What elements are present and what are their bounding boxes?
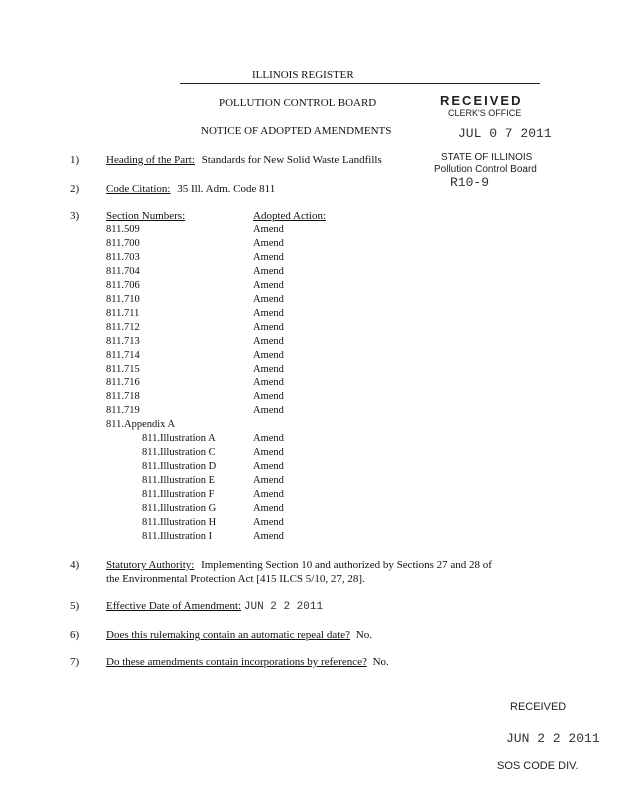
- item-6-line: [106, 629, 372, 641]
- register-rule: [180, 83, 540, 84]
- section-action: Amend: [253, 363, 284, 375]
- adopted-action-header: Adopted Action:: [253, 210, 327, 222]
- section-number: 811.Illustration I: [142, 530, 213, 542]
- section-number: 811.Illustration A: [142, 433, 216, 445]
- stamp-handwritten: R10-9: [450, 175, 490, 190]
- item-2-value: 35 Ill. Adm. Code 811: [177, 183, 276, 195]
- section-action: Amend: [253, 447, 284, 459]
- section-number: 811.719: [106, 405, 140, 417]
- section-number: 811.711: [106, 307, 140, 319]
- section-number: 811.712: [106, 321, 140, 333]
- item-6-number: 6): [70, 629, 80, 641]
- item-5-line: [106, 600, 323, 613]
- stamp-state: STATE OF ILLINOIS: [441, 152, 533, 163]
- section-action: Amend: [253, 307, 284, 319]
- section-number: 811.Illustration G: [142, 503, 217, 514]
- section-number: 811.715: [106, 363, 140, 375]
- item-4-value-2: the Environmental Protection Act [415 ILCS 5/10, 27, 28].: [106, 573, 365, 585]
- stamp-date-top: JUL 0 7 2011: [458, 126, 552, 141]
- item-2-label: Code Citation:: [106, 183, 171, 195]
- section-action: Amend: [253, 405, 284, 417]
- section-action: Amend: [253, 489, 284, 501]
- stamp-date-bottom: JUN 2 2 2011: [506, 731, 600, 746]
- section-action: Amend: [253, 530, 284, 542]
- section-action: Amend: [253, 279, 284, 291]
- section-action: Amend: [253, 293, 284, 305]
- section-action: Amend: [253, 335, 284, 347]
- item-4-value-1: Implementing Section 10 and authorized by Sections 27 and 28 of: [201, 559, 492, 571]
- item-6-label: Does this rulemaking contain an automatic repeal date?: [106, 629, 351, 641]
- section-action: Amend: [253, 516, 284, 528]
- section-number: 811.706: [106, 279, 140, 291]
- item-7-number: 7): [70, 656, 80, 668]
- item-5-label: Effective Date of Amendment:: [106, 600, 242, 612]
- item-3-number: 3): [70, 210, 80, 222]
- stamp-received: RECEIVED: [440, 93, 523, 108]
- section-number: 811.Illustration E: [142, 475, 216, 487]
- section-number: 811.713: [106, 335, 140, 347]
- item-6-value: No.: [355, 629, 372, 641]
- item-4-number: 4): [70, 559, 80, 571]
- stamp-board: Pollution Control Board: [434, 164, 537, 175]
- section-action: Amend: [253, 377, 284, 389]
- item-1-value: Standards for New Solid Waste Landfills: [201, 154, 382, 166]
- item-4-line-1: [106, 559, 492, 571]
- item-7-line: [106, 656, 389, 668]
- register-title: ILLINOIS REGISTER: [252, 69, 354, 81]
- board-title: POLLUTION CONTROL BOARD: [219, 97, 377, 109]
- handwritten-mark-top: [477, 34, 488, 51]
- section-number: 811.509: [106, 224, 140, 235]
- section-number: 811.Appendix A: [106, 419, 176, 431]
- section-action: Amend: [253, 251, 284, 263]
- item-5-value: JUN 2 2 2011: [243, 601, 324, 613]
- item-1-number: 1): [70, 154, 80, 166]
- section-number: 811.Illustration C: [142, 447, 216, 459]
- section-number: 811.704: [106, 265, 140, 277]
- item-2-number: 2): [70, 183, 80, 195]
- section-action: Amend: [253, 503, 284, 514]
- stamp-clerks-office: CLERK'S OFFICE: [448, 108, 522, 118]
- section-number: 811.Illustration D: [142, 461, 217, 473]
- section-number: 811.700: [106, 237, 140, 249]
- notice-title: NOTICE OF ADOPTED AMENDMENTS: [201, 125, 392, 137]
- section-numbers-header: Section Numbers:: [106, 210, 186, 222]
- section-number: 811.714: [106, 349, 140, 361]
- section-action: Amend: [253, 433, 284, 445]
- item-4-label: Statutory Authority:: [106, 559, 195, 571]
- item-1-label: Heading of the Part:: [106, 154, 195, 166]
- section-number: 811.716: [106, 377, 140, 389]
- section-action: Amend: [253, 391, 284, 403]
- received-stamp-bottom: RECEIVED: [510, 701, 567, 713]
- section-action: Amend: [253, 461, 284, 473]
- item-7-label: Do these amendments contain incorporations by reference?: [106, 656, 367, 668]
- item-2-line: [106, 183, 275, 195]
- sos-code-div: SOS CODE DIV.: [497, 760, 579, 772]
- item-7-value: No.: [372, 656, 389, 668]
- section-number: 811.703: [106, 251, 140, 263]
- section-number: 811.Illustration H: [142, 516, 217, 528]
- section-action: Amend: [253, 237, 284, 249]
- section-number: 811.Illustration F: [142, 489, 215, 501]
- section-action: Amend: [253, 349, 284, 361]
- section-action: Amend: [253, 321, 284, 333]
- section-action: Amend: [253, 265, 284, 277]
- item-5-number: 5): [70, 600, 80, 612]
- section-number: 811.710: [106, 293, 140, 305]
- section-action: Amend: [253, 224, 284, 235]
- item-1-line: [106, 154, 382, 166]
- received-stamp-top: [440, 93, 522, 108]
- section-number: 811.718: [106, 391, 140, 403]
- section-action: Amend: [253, 475, 284, 487]
